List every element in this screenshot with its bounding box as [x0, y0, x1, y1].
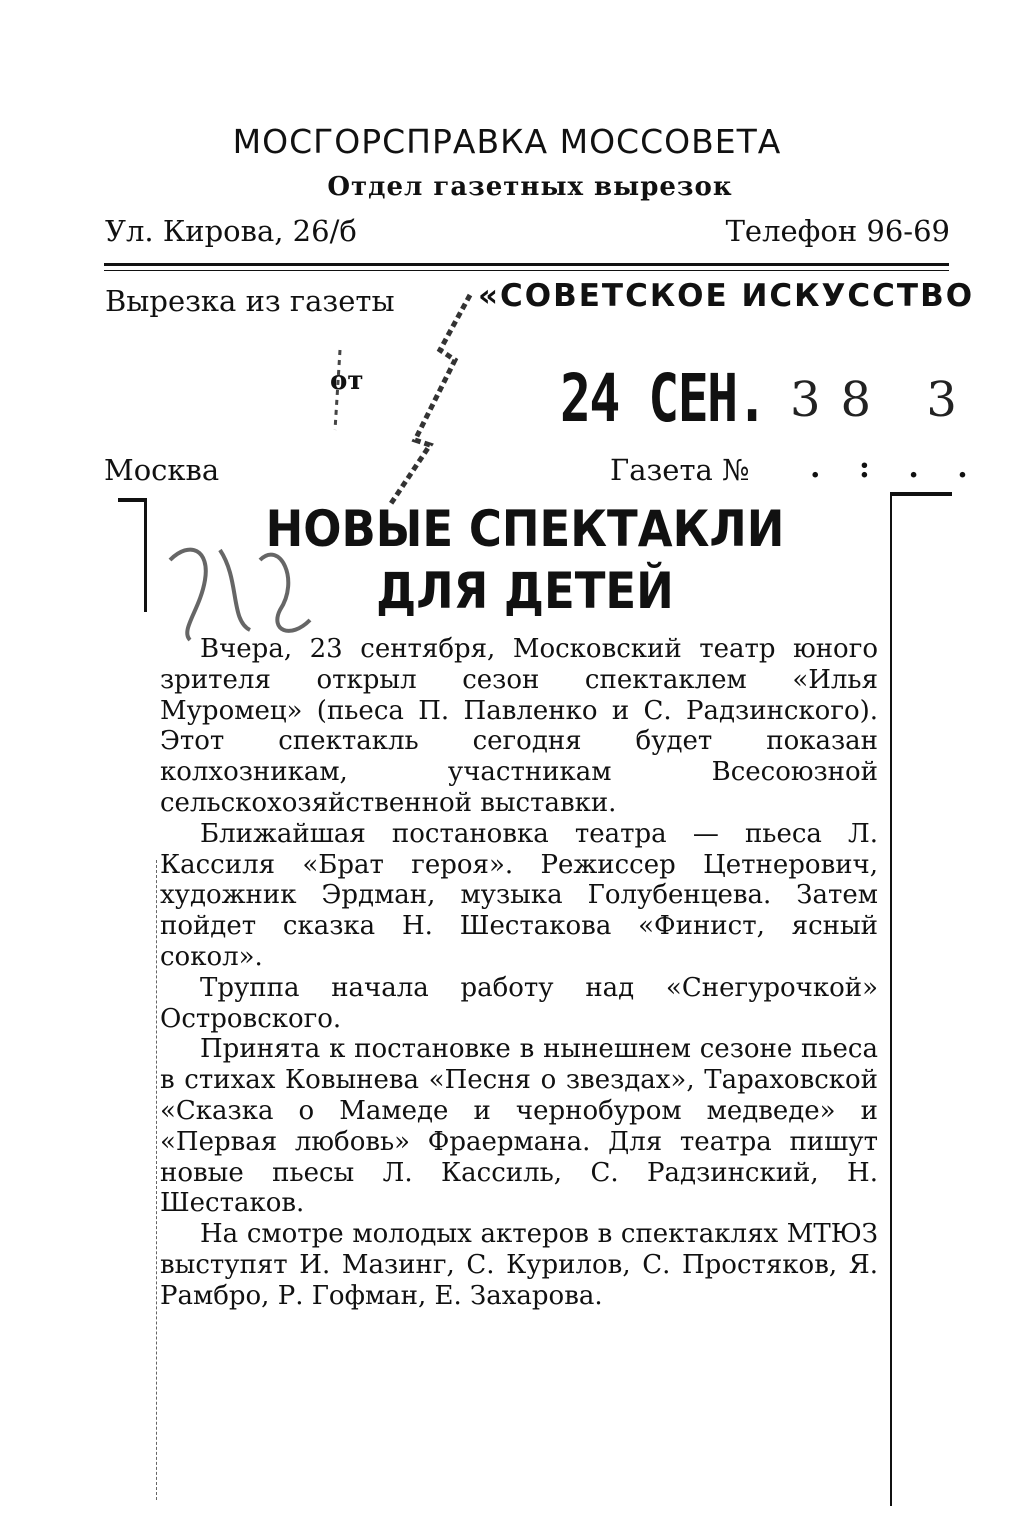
article-paragraph: Труппа начала работу над «Снегурочкой» Островского.	[160, 972, 878, 1034]
clipping-border-right	[890, 492, 952, 1506]
date-stamp: 24 СЕН.	[560, 360, 767, 437]
agency-name: МОСГОРСПРАВКА МОССОВЕТА	[232, 122, 782, 161]
article-paragraph: Принята к постановке в нынешнем сезоне пьеса в стихах Ковынева «Песня о звездах», Тараховской «Сказка о Мамеде и чернобуром медведе» и «Первая любовь» Фраермана. Для театра пишут новые пьесы Л. Кассиль, С. Радзинский, Н. Шестаков.	[160, 1034, 878, 1219]
issue-label: Газета №	[610, 453, 750, 487]
clipping-edge-left	[156, 860, 157, 1500]
address-row	[105, 214, 950, 248]
pencil-stroke-mark	[320, 290, 500, 510]
department-name: Отдел газетных вырезок	[327, 172, 733, 202]
city-label: Москва	[104, 453, 220, 487]
article-body	[160, 634, 878, 1312]
header-rule-thin	[104, 270, 949, 271]
newspaper-name: «СОВЕТСКОЕ ИСКУССТВО	[478, 278, 975, 314]
cutting-label: Вырезка из газеты	[105, 284, 395, 318]
header-rule	[104, 263, 949, 266]
phone: Телефон 96-69	[725, 214, 950, 248]
headline-line-1: НОВЫЕ СПЕКТАКЛИ	[265, 500, 785, 558]
article-paragraph: Ближайшая постановка театра — пьеса Л. Кассиля «Брат героя». Режиссер Цетнерович, художник Эрдман, музыка Голубенцева. Затем пойдет сказка Н. Шестакова «Финист, ясный сокол».	[160, 818, 878, 972]
article-paragraph: На смотре молодых актеров в спектаклях МТЮЗ выступят И. Мазинг, С. Курилов, С. Простяков, Я. Рамбро, Р. Гофман, Е. Захарова.	[160, 1219, 878, 1311]
issue-number: . : . .	[810, 450, 982, 485]
article-headline	[197, 498, 854, 622]
clipping-corner-left	[118, 498, 147, 612]
article-paragraph: Вчера, 23 сентября, Московский театр юного зрителя открыл сезон спектаклем «Илья Муромец» (пьеса П. Павленко и С. Радзинского). Этот спектакль сегодня будет показан колхозникам, участникам Всесоюзной сельскохозяйственной выставки.	[160, 634, 878, 818]
from-label: от	[330, 366, 364, 396]
headline-line-2: ДЛЯ ДЕТЕЙ	[376, 562, 674, 620]
address: Ул. Кирова, 26/б	[105, 214, 357, 248]
date-stamp-year: 38 3	[790, 372, 977, 428]
